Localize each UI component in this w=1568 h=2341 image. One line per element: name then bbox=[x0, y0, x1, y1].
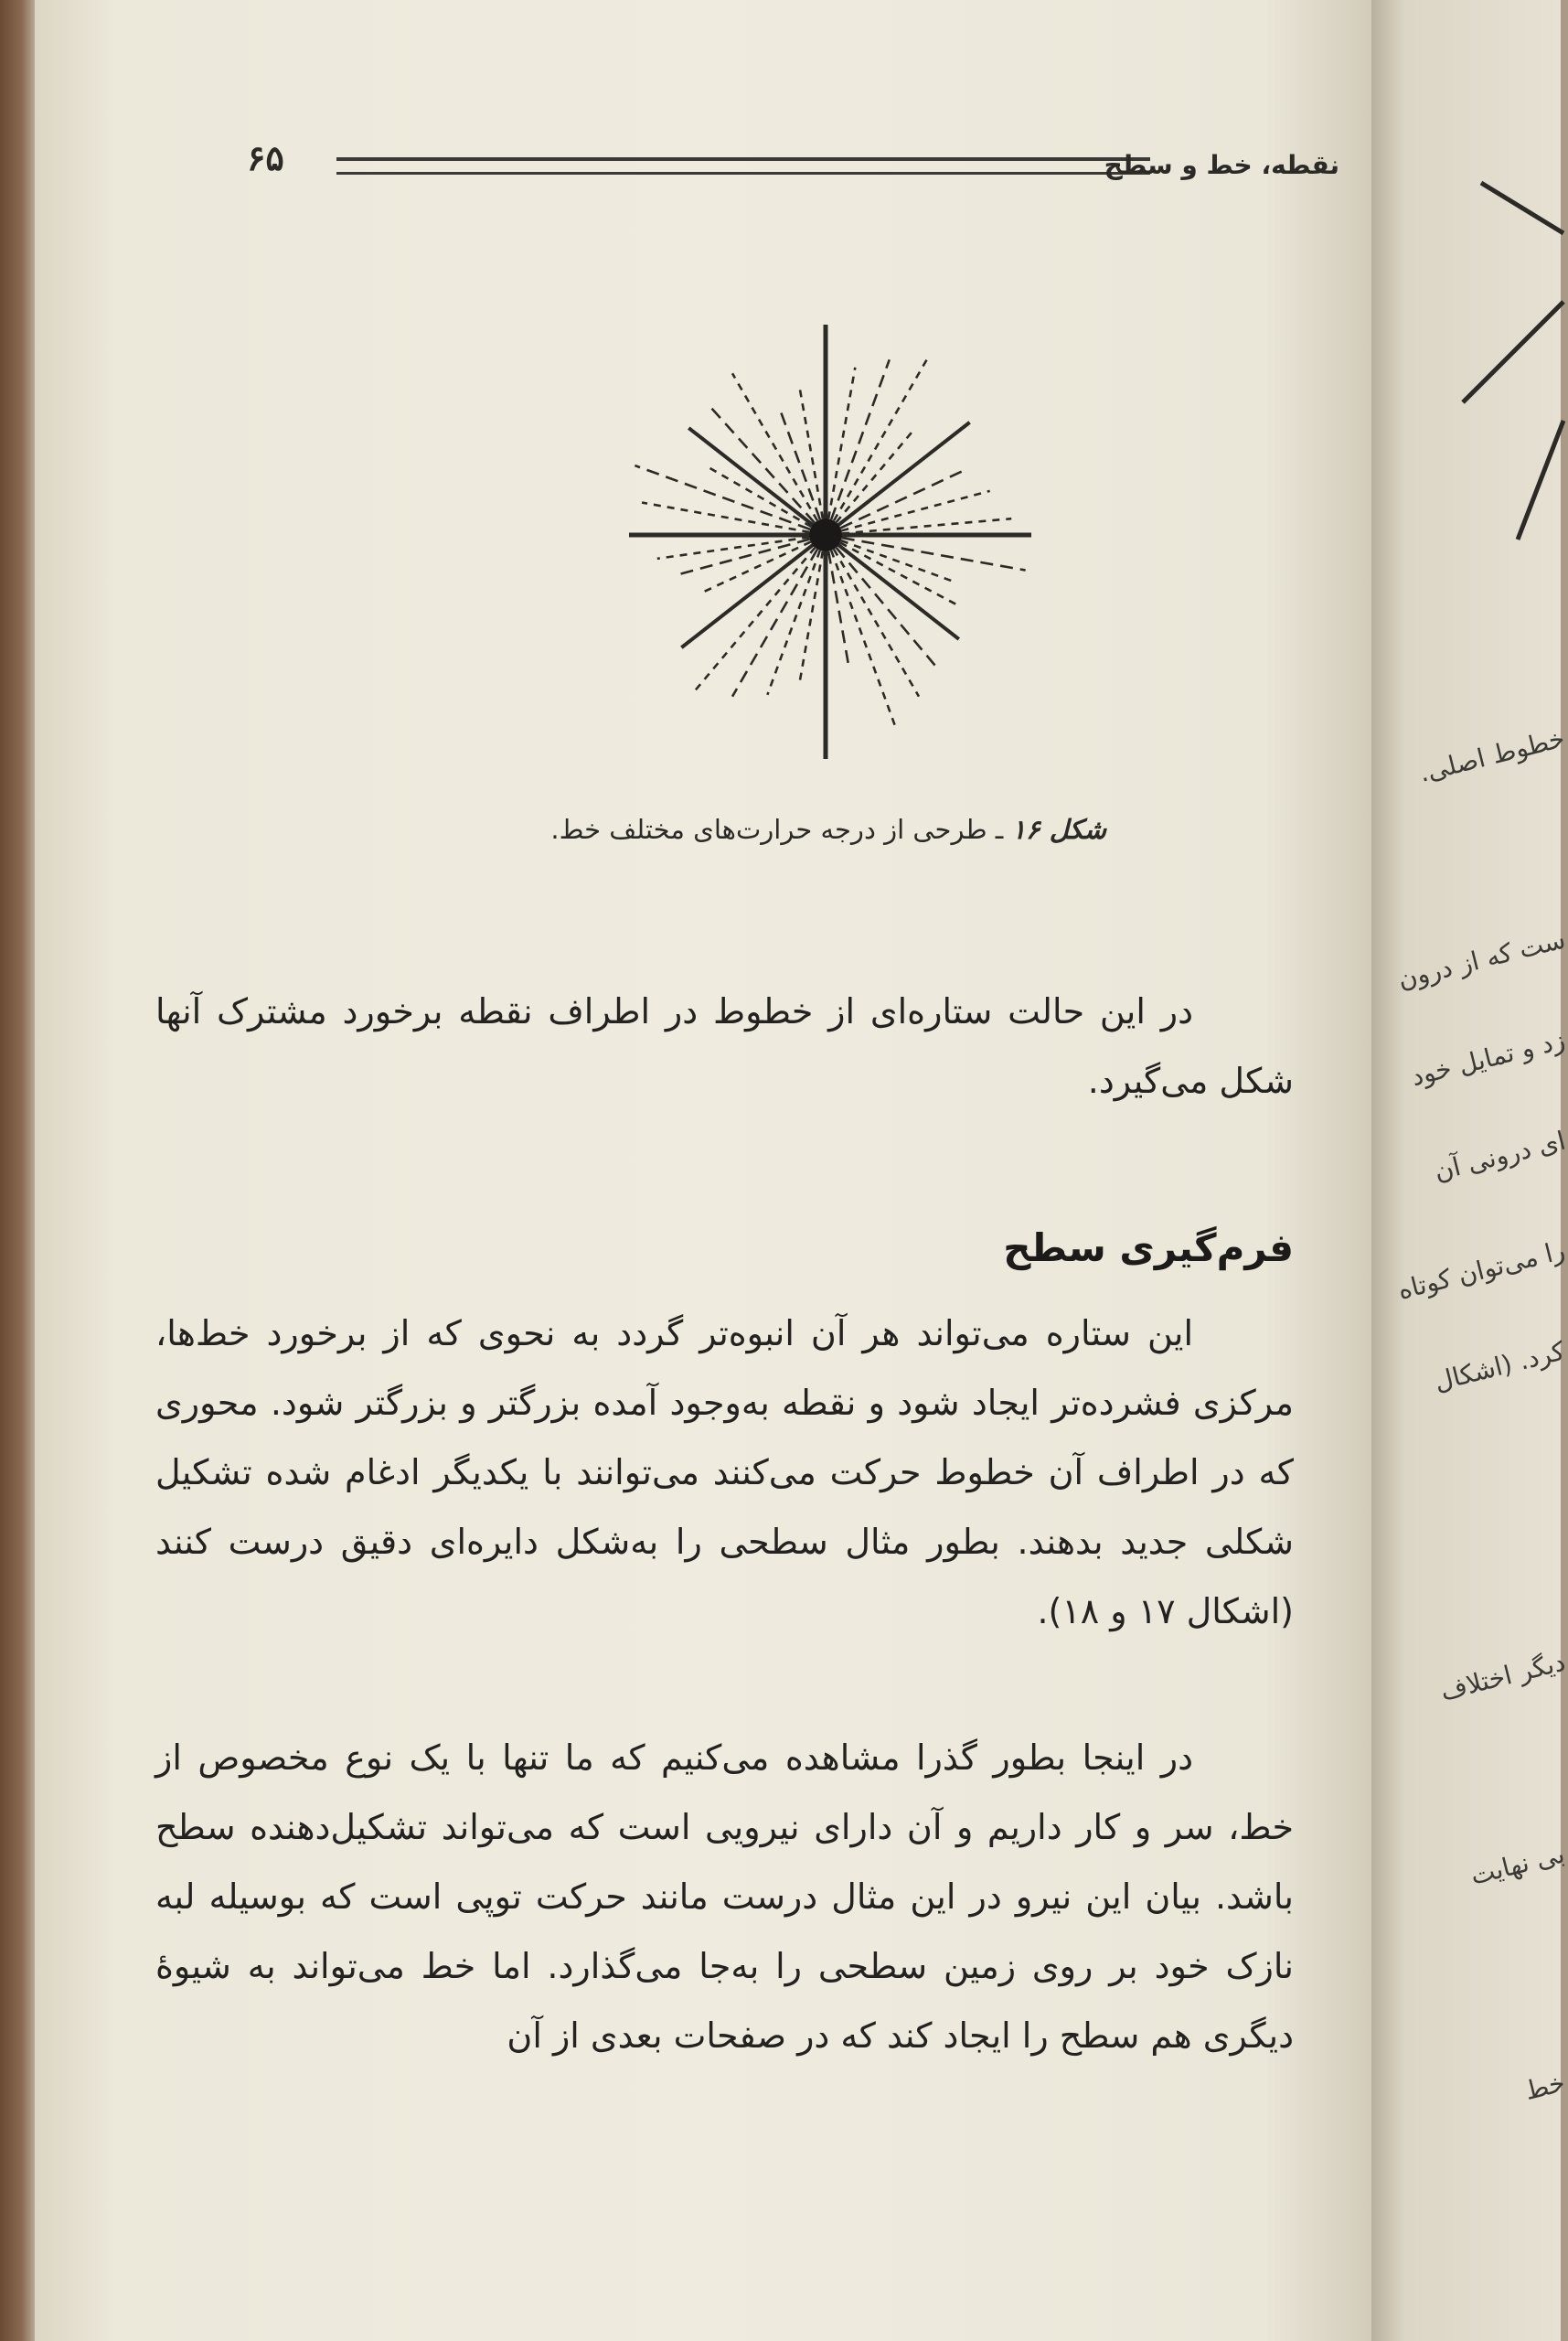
dashed-ray bbox=[712, 409, 815, 523]
star-figure bbox=[602, 329, 1040, 768]
book-spine-shadow bbox=[0, 0, 37, 2341]
figure-caption bbox=[550, 814, 1106, 845]
fragment-text: ست که از درون bbox=[1394, 924, 1568, 995]
fragment-text: خط bbox=[1521, 2067, 1568, 2107]
fragment-text: ای درونی آن bbox=[1430, 1125, 1568, 1187]
fragment-text: را می‌توان کوتاه bbox=[1394, 1235, 1568, 1306]
fragment-text: خطوط اصلی. bbox=[1416, 722, 1568, 788]
dashed-ray bbox=[831, 359, 890, 519]
dashed-ray bbox=[840, 542, 961, 606]
figure-caption-text: ـ طرحی از درجه حرارت‌های مختلف خط. bbox=[550, 814, 1012, 845]
dashed-ray bbox=[842, 518, 1011, 533]
section-heading: فرم‌گیری سطح bbox=[1003, 1225, 1294, 1270]
center-point bbox=[809, 518, 842, 551]
running-head: نقطه، خط و سطح bbox=[1104, 150, 1339, 180]
book-page bbox=[35, 0, 1371, 2341]
page-number: ۶۵ bbox=[247, 137, 284, 178]
dashed-ray bbox=[799, 384, 823, 519]
fragment-text: دیگر اختلاف bbox=[1436, 1646, 1568, 1707]
header-rule bbox=[336, 157, 1150, 175]
dashed-ray bbox=[799, 551, 823, 687]
fragment-text: بی نهایت bbox=[1467, 1838, 1568, 1891]
dashed-ray bbox=[677, 540, 810, 575]
paragraph-3 bbox=[155, 1723, 1294, 2070]
paragraph-text: در این حالت ستاره‌ای از خطوط در اطراف نقطه برخورد مشترک آنها شکل می‌گیرد. bbox=[155, 991, 1294, 1101]
paragraph-1 bbox=[155, 977, 1294, 1116]
dashed-ray bbox=[840, 470, 965, 528]
dashed-ray bbox=[657, 538, 809, 559]
dashed-ray bbox=[701, 542, 811, 593]
paragraph-text: این ستاره می‌تواند هر آن انبوه‌تر گردد به نحوی که از برخورد خط‌ها، مرکزی فشرده‌تر ایجاد شود و نقطه به‌وجود آمده بزرگتر و بزرگتر شود. محوری که در اطراف آن خطوط حرکت می‌کنند می‌توانند با یکدیگر ادغام شده تشکیل شکلی جدید بدهند. بطور مثال سطحی را به‌شکل دایره‌ای دقیق درست کنند (اشکال ۱۷ و ۱۸). bbox=[155, 1313, 1294, 1631]
dashed-ray bbox=[841, 491, 989, 530]
paragraph-text: در اینجا بطور گذرا مشاهده می‌کنیم که ما تنها با یک نوع مخصوص از خط، سر و کار داریم و آن دارای نیرویی است که می‌تواند تشکیل‌دهنده سطح باشد. بیان این نیرو در این مثال درست مانند حرکت توپی است که بوسیله لبه نازک خود بر روی زمین سطحی را به‌جا می‌گذارد. اما خط می‌تواند به شیوهٔ دیگری هم سطح را ایجاد کند که در صفحات بعدی از آن bbox=[155, 1737, 1294, 2056]
dashed-ray bbox=[828, 368, 855, 518]
page-header bbox=[35, 137, 1371, 192]
adjacent-page-edge bbox=[1371, 0, 1568, 2341]
fragment-text: کرد. (اشکال bbox=[1431, 1335, 1568, 1397]
solid-ray bbox=[826, 535, 959, 639]
dashed-ray bbox=[642, 503, 809, 532]
figure-label: شکل ۱۶ bbox=[1011, 814, 1106, 845]
fragment-text: زد و تمایل خود bbox=[1408, 1024, 1568, 1093]
adjacent-page-figure bbox=[1371, 0, 1561, 567]
dashed-ray bbox=[842, 538, 1026, 570]
paragraph-2 bbox=[155, 1299, 1294, 1646]
dashed-ray bbox=[834, 550, 919, 697]
